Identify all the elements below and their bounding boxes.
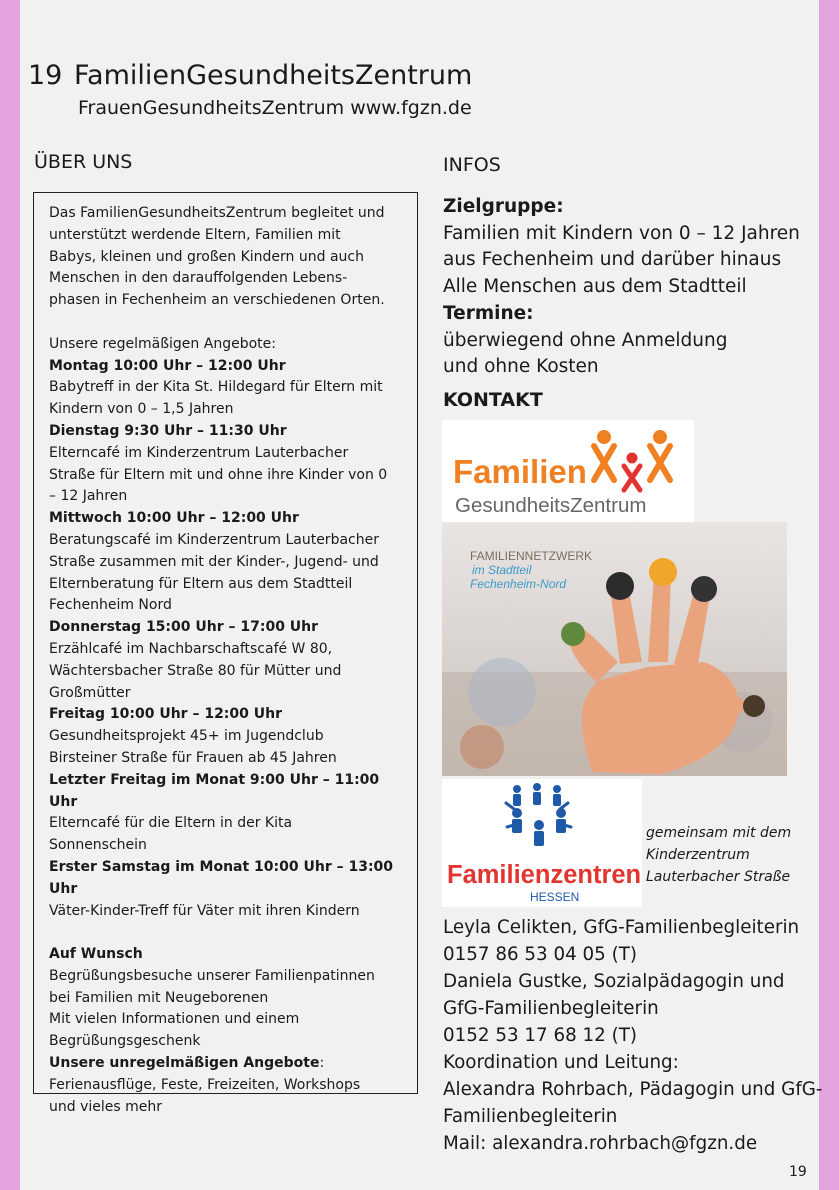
offer-line: Birsteiner Straße für Frauen ab 45 Jahren	[49, 749, 337, 766]
caption-line-3: Fechenheim-Nord	[470, 577, 567, 591]
offer-line: Elternberatung für Eltern aus dem Stadtteil	[49, 575, 353, 592]
contact-line: Koordination und Leitung:	[443, 1052, 679, 1073]
offer-line: Straße für Eltern mit und ohne ihre Kinder von 0	[49, 466, 388, 483]
offer-time: Mittwoch 10:00 Uhr – 12:00 Uhr	[49, 510, 299, 527]
intro-line: Das FamilienGesundheitsZentrum begleitet und	[49, 205, 385, 221]
logo-word-hessen: HESSEN	[530, 890, 580, 904]
familienzentren-hessen-logo	[442, 779, 642, 907]
offer-line: Kindern von 0 – 1,5 Jahren	[49, 401, 234, 418]
offer-time: Montag 10:00 Uhr – 12:00 Uhr	[49, 357, 286, 374]
contact-heading: KONTAKT	[443, 389, 543, 411]
offer-line: Beratungscafé im Kinderzentrum Lauterbacher	[49, 531, 379, 548]
familien-gesundheitszentrum-logo	[442, 420, 694, 522]
logo-word-familienzentren: Familienzentren	[447, 861, 642, 889]
partnership-note	[646, 822, 791, 888]
contact-line: GfG-Familienbegleiterin	[443, 998, 659, 1019]
offer-time: Dienstag 9:30 Uhr – 11:30 Uhr	[49, 422, 287, 439]
offer-line: Fechenheim Nord	[49, 597, 172, 614]
contact-line: 0157 86 53 04 05 (T)	[443, 944, 638, 965]
offer-time: Erster Samstag im Monat 10:00 Uhr – 13:00 Uhr	[49, 858, 394, 897]
offer-line: Straße zusammen mit der Kinder-, Jugend- und	[49, 553, 379, 570]
irregular-line: Ferienausflüge, Feste, Freizeiten, Workshops	[49, 1076, 361, 1093]
offer-line: Elterncafé für die Eltern in der Kita	[49, 815, 293, 832]
offer-line: Gesundheitsprojekt 45+ im Jugendclub	[49, 728, 324, 745]
irregular-line: und vieles mehr	[49, 1098, 162, 1115]
page-subtitle: FrauenGesundheitsZentrum www.fgzn.de	[78, 97, 472, 119]
contact-line: 0152 53 17 68 12 (T)	[443, 1025, 638, 1046]
intro-paragraph	[49, 203, 407, 312]
about-us-heading: ÜBER UNS	[34, 151, 133, 173]
dates-line: überwiegend ohne Anmeldung	[443, 329, 728, 351]
on-request-line: Mit vielen Informationen und einem	[49, 1011, 300, 1028]
intro-line: phasen in Fechenheim an verschiedenen Orten.	[49, 292, 385, 309]
offer-line: Väter-Kinder-Treff für Väter mit ihren Kindern	[49, 902, 360, 919]
on-request-heading: Auf Wunsch	[49, 946, 143, 963]
partnership-line: gemeinsam mit dem	[646, 825, 792, 841]
people-group-icon	[506, 783, 571, 846]
contact-email-line: Mail: alexandra.rohrbach@fgzn.de	[443, 1133, 758, 1154]
dates-line: und ohne Kosten	[443, 356, 599, 378]
offer-line: Sonnenschein	[49, 837, 147, 854]
page-section-number: 19	[28, 60, 63, 91]
about-us-box	[33, 192, 418, 1115]
intro-line: Menschen in den darauffolgenden Lebens-	[49, 270, 348, 287]
offer-item	[49, 770, 407, 857]
offer-line: Babytreff in der Kita St. Hildegard für Eltern mit	[49, 379, 383, 396]
offer-line: Großmütter	[49, 684, 131, 701]
family-figures-icon	[594, 430, 670, 490]
target-line: aus Fechenheim und darüber hinaus	[443, 249, 782, 271]
intro-line: unterstützt werdende Eltern, Familien mit	[49, 226, 341, 243]
offer-line: Erzählcafé im Nachbarschaftscafé W 80,	[49, 640, 333, 657]
caption-line-2: im Stadtteil	[472, 563, 532, 577]
partnership-line: Kinderzentrum	[646, 847, 750, 863]
target-line: Alle Menschen aus dem Stadtteil	[443, 276, 747, 298]
target-line: Familien mit Kindern von 0 – 12 Jahren	[443, 222, 800, 244]
contact-line: Alexandra Rohrbach, Pädagogin und GfG-	[443, 1079, 823, 1100]
offer-item	[49, 356, 407, 421]
familiennetzwerk-photo	[442, 522, 787, 776]
on-request-line: Begrüßungsgeschenk	[49, 1033, 201, 1050]
offer-time: Freitag 10:00 Uhr – 12:00 Uhr	[49, 706, 283, 723]
logo-word-familien: Familien	[453, 453, 587, 490]
offer-item	[49, 617, 407, 704]
contact-line: Leyla Celikten, GfG-Familienbegleiterin	[443, 917, 800, 938]
offer-line: Elterncafé im Kinderzentrum Lauterbacher	[49, 444, 349, 461]
offer-line: Wächtersbacher Straße 80 für Mütter und	[49, 662, 342, 679]
offer-line: – 12 Jahren	[49, 488, 128, 505]
offer-time: Letzter Freitag im Monat 9:00 Uhr – 11:00 Uhr	[49, 771, 380, 810]
target-group-label: Zielgruppe:	[443, 196, 564, 217]
irregular-heading-text: Unsere unregelmäßigen Angebote	[49, 1055, 320, 1072]
offer-time: Donnerstag 15:00 Uhr – 17:00 Uhr	[49, 619, 319, 636]
infos-heading: INFOS	[443, 154, 501, 176]
page-title: FamilienGesundheitsZentrum	[74, 60, 473, 91]
offer-item	[49, 421, 407, 508]
contact-line: Daniela Gustke, Sozialpädagogin und	[443, 971, 785, 992]
caption-line-1: FAMILIENNETZWERK	[470, 549, 593, 563]
infos-block	[443, 194, 823, 381]
offer-item	[49, 704, 407, 769]
intro-line: Babys, kleinen und großen Kindern und auch	[49, 248, 364, 265]
irregular-offers-heading	[49, 1053, 407, 1075]
contact-line: Familienbegleiterin	[443, 1106, 618, 1127]
partnership-line: Lauterbacher Straße	[646, 869, 791, 885]
contact-details	[443, 914, 833, 1157]
on-request-line: bei Familien mit Neugeborenen	[49, 989, 269, 1006]
page-number: 19	[789, 1164, 807, 1180]
offers-intro: Unsere regelmäßigen Angebote:	[49, 335, 276, 352]
irregular-heading-colon: :	[319, 1055, 325, 1072]
offer-item	[49, 508, 407, 617]
logo-word-gesundheitszentrum: GesundheitsZentrum	[455, 494, 647, 517]
offer-item	[49, 857, 407, 922]
dates-label: Termine:	[443, 302, 534, 324]
left-decorative-stripe	[0, 0, 20, 1190]
on-request-line: Begrüßungsbesuche unserer Familienpatinnen	[49, 967, 375, 984]
